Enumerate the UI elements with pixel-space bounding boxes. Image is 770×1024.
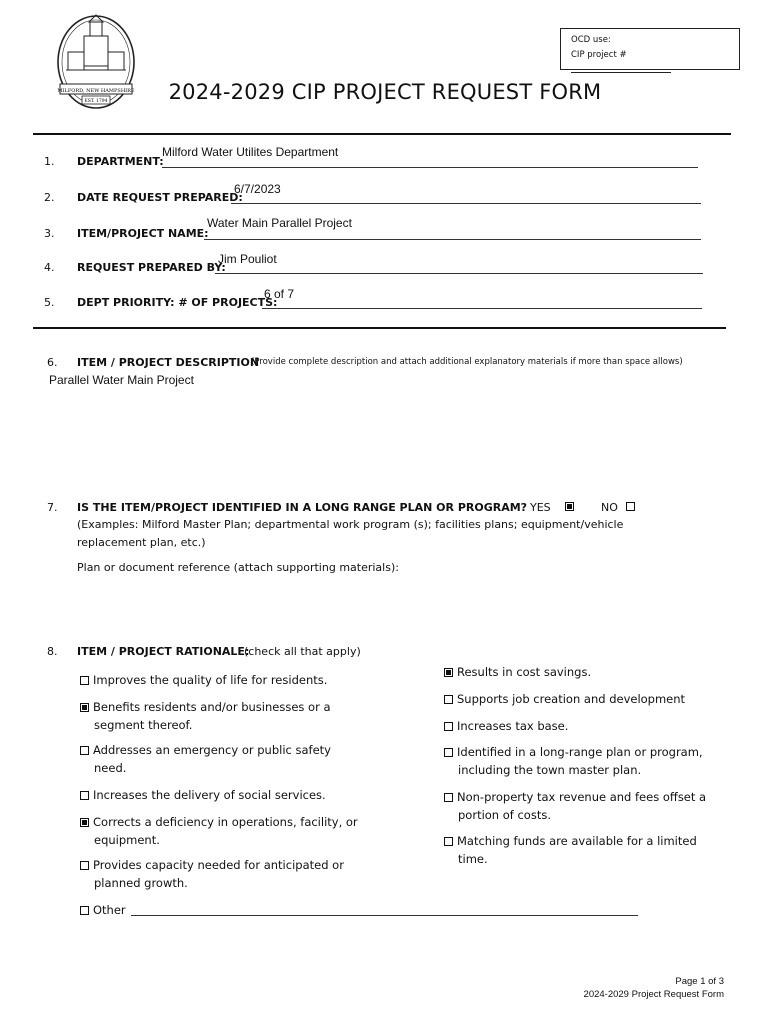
option-label: Identified in a long-range plan or program,: [457, 745, 703, 759]
field-number: 3.: [44, 227, 55, 240]
seal-est: EST. 1794: [84, 99, 108, 104]
cip-project-field[interactable]: [571, 63, 671, 73]
yes-checkbox[interactable]: [565, 502, 574, 511]
section-label: ITEM / PROJECT RATIONALE:: [77, 645, 250, 658]
checkbox[interactable]: [444, 837, 453, 846]
option-other[interactable]: [80, 901, 126, 919]
option-social-services[interactable]: [80, 786, 326, 804]
checkbox[interactable]: [80, 906, 89, 915]
page-number: Page 1 of 3: [675, 976, 724, 987]
date-line: [231, 203, 701, 204]
field-label: DEPT PRIORITY: # OF PROJECTS:: [77, 296, 278, 309]
option-label: portion of costs.: [458, 808, 551, 822]
project-name-line: [204, 239, 701, 240]
checkbox[interactable]: [444, 668, 453, 677]
option-job-creation[interactable]: [444, 690, 685, 708]
date-value[interactable]: 6/7/2023: [234, 182, 281, 196]
no-checkbox[interactable]: [626, 502, 635, 511]
description-value[interactable]: Parallel Water Main Project: [49, 373, 194, 387]
option-non-property-revenue[interactable]: [444, 788, 706, 824]
option-emergency[interactable]: [80, 741, 331, 777]
checkbox[interactable]: [80, 818, 89, 827]
option-label: equipment.: [94, 833, 160, 847]
priority-line: [262, 308, 702, 309]
section-number: 8.: [47, 645, 58, 658]
option-corrects-deficiency[interactable]: [80, 813, 358, 849]
option-label: Provides capacity needed for anticipated or: [93, 858, 344, 872]
checkbox[interactable]: [80, 676, 89, 685]
checkbox[interactable]: [80, 791, 89, 800]
option-long-range-plan[interactable]: [444, 743, 703, 779]
section-hint: (check all that apply): [244, 645, 361, 658]
examples-text: replacement plan, etc.): [77, 536, 206, 549]
field-label: DEPARTMENT:: [77, 155, 164, 168]
field-label: ITEM/PROJECT NAME:: [77, 227, 209, 240]
option-label: time.: [458, 852, 488, 866]
section-label: ITEM / PROJECT DESCRIPTION: [77, 356, 260, 369]
option-matching-funds[interactable]: [444, 832, 697, 868]
section-question: IS THE ITEM/PROJECT IDENTIFIED IN A LONG RANGE PLAN OR PROGRAM?: [77, 501, 528, 514]
option-label: Corrects a deficiency in operations, facility, or: [93, 815, 358, 829]
yes-label: YES: [530, 501, 551, 514]
checkbox[interactable]: [444, 748, 453, 757]
checkbox[interactable]: [444, 695, 453, 704]
option-label: Supports job creation and development: [457, 692, 686, 706]
section-hint: (Provide complete description and attach additional explanatory materials if more than space allows): [251, 357, 683, 367]
prepared-by-line: [215, 273, 703, 274]
field-label: DATE REQUEST PREPARED:: [77, 191, 243, 204]
option-cost-savings[interactable]: [444, 663, 591, 681]
section-number: 7.: [47, 501, 58, 514]
prepared-by-value[interactable]: Jim Pouliot: [218, 252, 277, 266]
ocd-use-label: OCD use:: [571, 35, 611, 45]
option-label: Increases the delivery of social services.: [93, 788, 326, 802]
option-capacity[interactable]: [80, 856, 344, 892]
divider-top: [33, 133, 731, 135]
cip-project-label: CIP project #: [571, 50, 627, 60]
option-label: Matching funds are available for a limited: [457, 834, 697, 848]
field-number: 1.: [44, 155, 55, 168]
option-label: planned growth.: [94, 876, 188, 890]
page-footer: [584, 975, 724, 1001]
divider-middle: [33, 327, 726, 329]
field-label: REQUEST PREPARED BY:: [77, 261, 226, 274]
section-number: 6.: [47, 356, 58, 369]
option-label: Non-property tax revenue and fees offset a: [457, 790, 707, 804]
checkbox[interactable]: [80, 861, 89, 870]
option-label: Improves the quality of life for residents.: [93, 673, 328, 687]
option-label: Benefits residents and/or businesses or a: [93, 700, 331, 714]
option-label: including the town master plan.: [458, 763, 642, 777]
checkbox[interactable]: [444, 793, 453, 802]
field-number: 5.: [44, 296, 55, 309]
document-name: 2024-2029 Project Request Form: [583, 989, 724, 1000]
plan-reference-label: Plan or document reference (attach supporting materials):: [77, 561, 399, 574]
option-quality-of-life[interactable]: [80, 671, 327, 689]
page-title: 2024-2029 CIP PROJECT REQUEST FORM: [168, 80, 602, 104]
no-label: NO: [601, 501, 618, 514]
option-label: Addresses an emergency or public safety: [93, 743, 331, 757]
project-name-value[interactable]: Water Main Parallel Project: [207, 216, 352, 230]
other-line[interactable]: [131, 915, 638, 916]
department-value[interactable]: Milford Water Utilites Department: [162, 145, 339, 159]
ocd-use-box: [560, 28, 740, 70]
option-label: Other: [93, 903, 126, 917]
option-label: segment thereof.: [94, 718, 193, 732]
option-label: Increases tax base.: [457, 719, 569, 733]
option-label: Results in cost savings.: [457, 665, 592, 679]
option-label: need.: [94, 761, 127, 775]
priority-value[interactable]: 6 of 7: [264, 287, 295, 301]
examples-text: (Examples: Milford Master Plan; departmental work program (s); facilities plans; equipment/vehicle: [77, 518, 624, 531]
field-number: 4.: [44, 261, 55, 274]
option-tax-base[interactable]: [444, 717, 568, 735]
checkbox[interactable]: [80, 703, 89, 712]
department-line: [162, 167, 698, 168]
field-number: 2.: [44, 191, 55, 204]
checkbox[interactable]: [444, 722, 453, 731]
checkbox[interactable]: [80, 746, 89, 755]
option-benefits-residents[interactable]: [80, 698, 331, 734]
seal-text: MILFORD, NEW HAMPSHIRE: [57, 88, 135, 94]
